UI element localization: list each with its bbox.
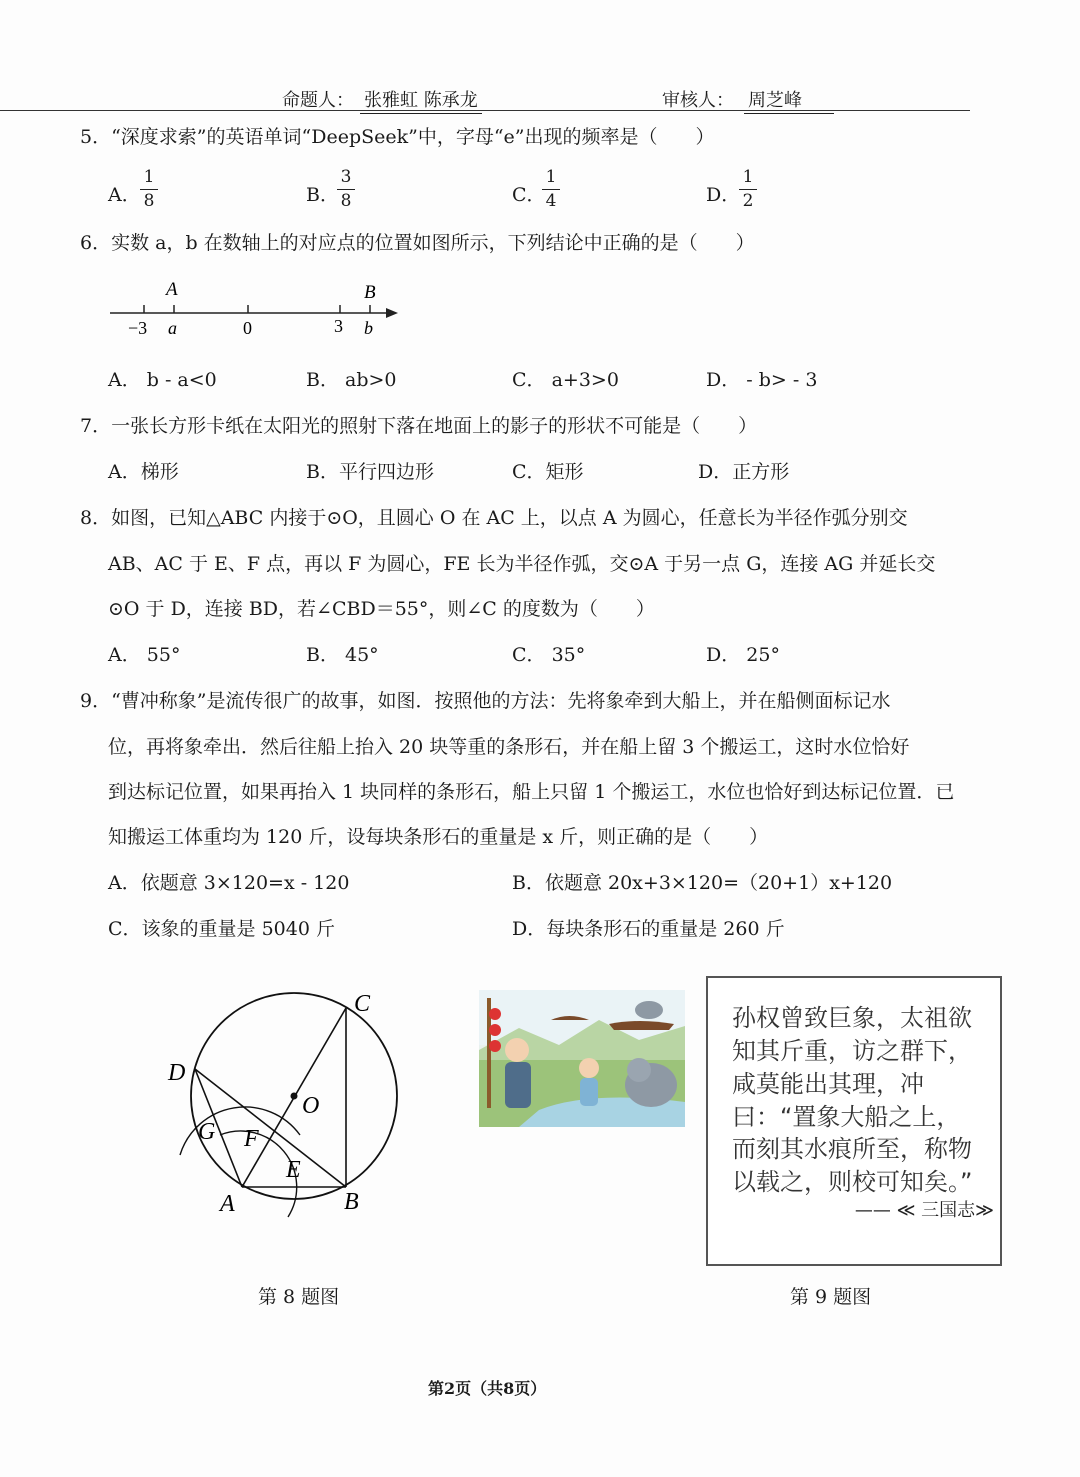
q6-option-d: D． - b> - 3	[706, 369, 818, 391]
q8-option-c: C． 35°	[512, 644, 586, 666]
elephant-on-boat	[635, 1001, 663, 1019]
q7-stem: 7．一张长方形卡纸在太阳光的照射下落在地面上的影子的形状不可能是（ ）	[80, 415, 758, 437]
lantern-3	[489, 1040, 501, 1052]
boy-body	[580, 1078, 598, 1106]
quote-line-6: 以载之，则校可知矣。”	[732, 1168, 973, 1196]
q5-option-b-label: B．	[306, 184, 339, 206]
page-footer: 第2页（共8页）	[428, 1379, 547, 1398]
author-names: 张雅虹 陈承龙	[360, 86, 482, 114]
q6-option-c: C． a+3>0	[512, 369, 619, 391]
q8-line-3: ⊙O 于 D，连接 BD，若∠CBD＝55°，则∠C 的度数为（ ）	[108, 598, 655, 620]
q8-line-1: 8．如图，已知△ABC 内接于⊙O，且圆心 O 在 AC 上，以点 A 为圆心，任意长为半径作弧分别交	[80, 507, 908, 529]
q7-option-d: D．正方形	[698, 461, 790, 483]
q5-option-d-label: D．	[706, 184, 741, 206]
figure-8-geometry	[160, 985, 420, 1225]
q5-option-c-fraction: 1 4	[542, 168, 560, 210]
reviewer-label: 审核人：	[662, 90, 734, 111]
figure-9-cartoon	[479, 990, 685, 1127]
man-body	[505, 1062, 531, 1108]
tick-label-0: 0	[243, 318, 252, 338]
lantern-1	[489, 1008, 501, 1020]
quote-line-5: 而刻其水痕所至，称物	[732, 1135, 972, 1163]
q9-line-2: 位，再将象牵出．然后往船上抬入 20 块等重的条形石，并在船上留 3 个搬运工，这时水位恰好	[108, 736, 910, 758]
q7-option-b: B．平行四边形	[306, 461, 434, 483]
quote-line-4: 曰：“置象大船之上，	[732, 1103, 961, 1131]
label-e: E	[286, 1157, 301, 1183]
point-label-b-upper: B	[364, 282, 376, 303]
q5-option-a-fraction: 1 8	[140, 168, 158, 210]
q9-line-4: 知搬运工体重均为 120 斤，设每块条形石的重量是 x 斤，则正确的是（ ）	[108, 826, 769, 848]
tick-label-a: a	[168, 318, 177, 338]
label-g: G	[198, 1119, 216, 1145]
cartoon-illustration	[479, 990, 685, 1127]
q9-line-1: 9．“曹冲称象”是流传很广的故事，如图．按照他的方法：先将象牵到大船上，并在船侧面标记水	[80, 690, 891, 712]
q8-option-d: D． 25°	[706, 644, 780, 666]
boy-head	[579, 1058, 599, 1078]
quote-line-1: 孙权曾致巨象，太祖欲	[732, 1004, 972, 1032]
label-d: D	[168, 1060, 186, 1086]
q8-line-2: AB、AC 于 E、F 点，再以 F 为圆心，FE 长为半径作弧，交⊙A 于另一点 G，连接 AG 并延长交	[108, 553, 936, 575]
tick-label-minus-3: −3	[128, 318, 148, 338]
q6-option-a: A． b - a<0	[108, 369, 217, 391]
q9-option-c: C．该象的重量是 5040 斤	[108, 918, 335, 940]
q5-stem: 5．“深度求索”的英语单词“DeepSeek”中，字母“e”出现的频率是（ ）	[80, 126, 715, 148]
q9-option-d: D．每块条形石的重量是 260 斤	[512, 918, 785, 940]
label-f: F	[244, 1126, 259, 1152]
reviewer-name: 周芝峰	[744, 86, 834, 114]
q7-option-a: A．梯形	[108, 461, 179, 483]
man-head	[505, 1038, 529, 1062]
tick-label-3: 3	[334, 316, 343, 336]
tick-label-b: b	[364, 318, 373, 338]
q6-stem: 6．实数 a，b 在数轴上的对应点的位置如图所示，下列结论中正确的是（ ）	[80, 232, 755, 254]
author-label: 命题人：	[282, 90, 354, 111]
quote-line-2: 知其斤重，访之群下，	[732, 1037, 972, 1065]
header-rule	[0, 110, 970, 111]
point-label-a-upper: A	[166, 279, 178, 300]
quote-source: —— ≪ 三国志≫	[854, 1200, 994, 1221]
q5-option-c-label: C．	[512, 184, 546, 206]
q9-option-a: A．依题意 3×120=x - 120	[108, 872, 350, 894]
figure-9-caption: 第 9 题图	[790, 1286, 872, 1308]
label-c: C	[354, 991, 371, 1017]
quote-line-3: 咸莫能出其理，冲	[732, 1070, 924, 1098]
center-o-dot	[291, 1093, 298, 1100]
q9-option-b: B．依题意 20x+3×120=（20+1）x+120	[512, 872, 893, 894]
q5-option-d-fraction: 1 2	[739, 168, 757, 210]
q8-option-a: A． 55°	[108, 644, 181, 666]
figure-8-caption: 第 8 题图	[258, 1286, 340, 1308]
elephant-head	[627, 1058, 651, 1082]
q7-option-c: C．矩形	[512, 461, 584, 483]
q6-option-b: B． ab>0	[306, 369, 397, 391]
label-b: B	[344, 1189, 359, 1215]
q5-option-b-fraction: 3 8	[337, 168, 355, 210]
label-o: O	[302, 1093, 320, 1119]
q5-option-a-label: A．	[108, 184, 141, 206]
lantern-2	[489, 1024, 501, 1036]
number-line-arrow	[386, 308, 398, 318]
q6-number-line	[100, 275, 410, 350]
q8-option-b: B． 45°	[306, 644, 379, 666]
figure-9-quote-box	[706, 976, 1002, 1266]
q9-line-3: 到达标记位置，如果再抬入 1 块同样的条形石，船上只留 1 个搬运工，水位也恰好到达标记位置．已	[108, 781, 955, 803]
label-a: A	[220, 1191, 235, 1217]
